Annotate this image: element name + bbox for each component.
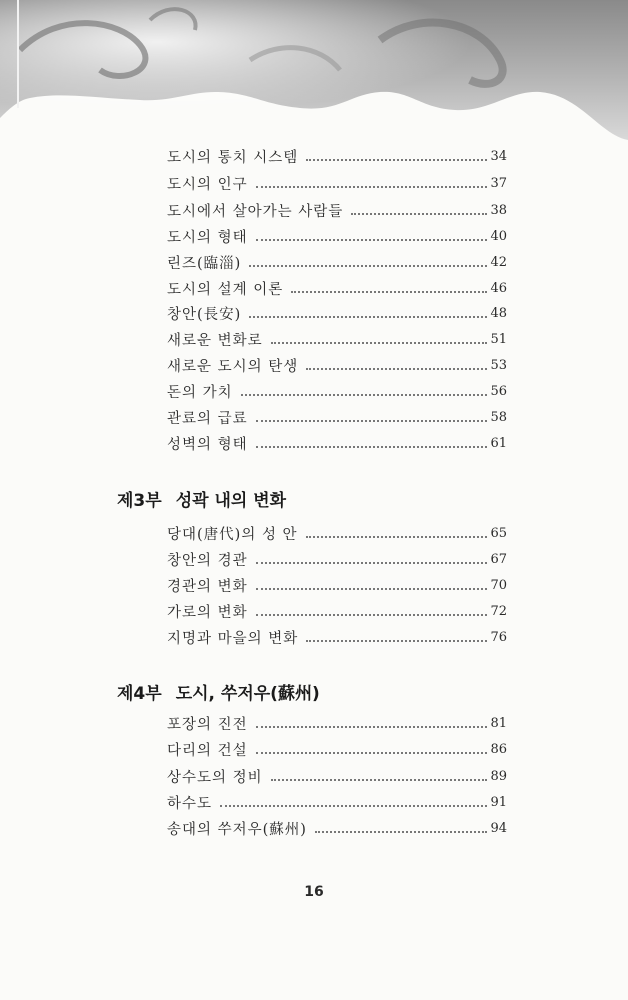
toc-entry[interactable] bbox=[167, 327, 507, 351]
section-label: 제4부 bbox=[117, 683, 162, 704]
toc-entry[interactable] bbox=[167, 301, 507, 325]
section-heading-part4[interactable] bbox=[117, 677, 320, 705]
toc-entry-page: 61 bbox=[490, 435, 507, 451]
dot-leader bbox=[351, 211, 487, 215]
toc-entry[interactable] bbox=[167, 547, 507, 571]
toc-entry[interactable] bbox=[167, 625, 507, 649]
toc-entry-title: 도시에서 살아가는 사람들 bbox=[167, 203, 344, 220]
toc-entry-page: 37 bbox=[490, 175, 507, 191]
toc-entry-page: 51 bbox=[490, 331, 507, 347]
toc-entry-title: 포장의 진전 bbox=[167, 716, 248, 733]
toc-entry[interactable] bbox=[167, 711, 507, 735]
toc-entry-page: 56 bbox=[490, 383, 507, 399]
toc-entry-title: 지명과 마을의 변화 bbox=[167, 630, 299, 647]
toc-entry[interactable] bbox=[167, 790, 507, 814]
toc-entry-title: 린즈(臨淄) bbox=[167, 255, 242, 272]
toc-entry-page: 34 bbox=[490, 148, 507, 164]
dot-leader bbox=[249, 263, 487, 267]
toc-entry[interactable] bbox=[167, 171, 507, 195]
toc-entry-title: 상수도의 정비 bbox=[167, 769, 263, 786]
toc-entry[interactable] bbox=[167, 737, 507, 761]
toc-entry-page: 81 bbox=[490, 715, 507, 731]
toc-entry-title: 도시의 설계 이론 bbox=[167, 281, 284, 298]
toc-entry-title: 새로운 도시의 탄생 bbox=[167, 358, 299, 375]
toc-entry-page: 89 bbox=[490, 768, 507, 784]
toc-entry[interactable] bbox=[167, 144, 507, 168]
dot-leader bbox=[315, 829, 487, 833]
toc-entry-title: 성벽의 형태 bbox=[167, 436, 248, 453]
toc-entry-title: 도시의 통치 시스템 bbox=[167, 149, 299, 166]
toc-entry[interactable] bbox=[167, 521, 507, 545]
toc-entry-page: 94 bbox=[490, 820, 507, 836]
toc-entry-title: 다리의 건설 bbox=[167, 742, 248, 759]
dot-leader bbox=[256, 612, 487, 616]
toc-entry[interactable] bbox=[167, 353, 507, 377]
toc-entry-page: 91 bbox=[490, 794, 507, 810]
dot-leader bbox=[220, 803, 487, 807]
toc-entry-page: 48 bbox=[490, 305, 507, 321]
dot-leader bbox=[256, 444, 487, 448]
dot-leader bbox=[241, 392, 487, 396]
toc-entry-title: 당대(唐代)의 성 안 bbox=[167, 526, 298, 543]
toc-entry[interactable] bbox=[167, 573, 507, 597]
dot-leader bbox=[249, 314, 487, 318]
toc-entry-page: 38 bbox=[490, 202, 507, 218]
toc-entry-title: 새로운 변화로 bbox=[167, 332, 263, 349]
dot-leader bbox=[306, 534, 487, 538]
dot-leader bbox=[271, 777, 487, 781]
dot-leader bbox=[256, 237, 487, 241]
dot-leader bbox=[291, 289, 487, 293]
toc-entry-title: 관료의 급료 bbox=[167, 410, 248, 427]
toc-entry[interactable] bbox=[167, 198, 507, 222]
dot-leader bbox=[256, 724, 487, 728]
section-label: 제3부 bbox=[117, 490, 162, 511]
toc-entry-page: 65 bbox=[490, 525, 507, 541]
toc-entry[interactable] bbox=[167, 431, 507, 455]
toc-entry[interactable] bbox=[167, 764, 507, 788]
toc-entry-title: 창안의 경관 bbox=[167, 552, 248, 569]
toc-entry[interactable] bbox=[167, 250, 507, 274]
toc-entry-title: 도시의 인구 bbox=[167, 176, 248, 193]
dot-leader bbox=[256, 418, 487, 422]
toc-entry[interactable] bbox=[167, 816, 507, 840]
dot-leader bbox=[256, 560, 487, 564]
toc-entry-page: 72 bbox=[490, 603, 507, 619]
ornament-image bbox=[0, 0, 628, 140]
toc-entry-title: 창안(長安) bbox=[167, 306, 242, 323]
section-heading-part3[interactable] bbox=[117, 484, 286, 512]
toc-entry[interactable] bbox=[167, 276, 507, 300]
toc-entry-page: 58 bbox=[490, 409, 507, 425]
toc-entry-title: 돈의 가치 bbox=[167, 384, 233, 401]
toc-entry-title: 송대의 쑤저우(蘇州) bbox=[167, 821, 307, 838]
toc-entry[interactable] bbox=[167, 405, 507, 429]
toc-entry[interactable] bbox=[167, 599, 507, 623]
section-title: 성곽 내의 변화 bbox=[175, 490, 287, 511]
toc-entry[interactable] bbox=[167, 379, 507, 403]
toc-entry-title: 가로의 변화 bbox=[167, 604, 248, 621]
toc-entry-title: 도시의 형태 bbox=[167, 229, 248, 246]
toc-entry-page: 46 bbox=[490, 280, 507, 296]
dot-leader bbox=[306, 157, 487, 161]
dot-leader bbox=[271, 340, 487, 344]
dot-leader bbox=[256, 184, 487, 188]
toc-entry-page: 40 bbox=[490, 228, 507, 244]
toc-entry-title: 경관의 변화 bbox=[167, 578, 248, 595]
decorative-header-banner bbox=[0, 0, 628, 140]
toc-entry-page: 53 bbox=[490, 357, 507, 373]
toc-entry-page: 76 bbox=[490, 629, 507, 645]
section-title: 도시, 쑤저우(蘇州) bbox=[175, 683, 320, 704]
dot-leader bbox=[256, 750, 487, 754]
page-number: 16 bbox=[304, 884, 324, 900]
dot-leader bbox=[306, 366, 487, 370]
toc-entry-page: 70 bbox=[490, 577, 507, 593]
toc-entry[interactable] bbox=[167, 224, 507, 248]
dot-leader bbox=[306, 638, 487, 642]
toc-entry-page: 42 bbox=[490, 254, 507, 270]
dot-leader bbox=[256, 586, 487, 590]
toc-entry-page: 67 bbox=[490, 551, 507, 567]
toc-entry-title: 하수도 bbox=[167, 795, 213, 812]
toc-entry-page: 86 bbox=[490, 741, 507, 757]
